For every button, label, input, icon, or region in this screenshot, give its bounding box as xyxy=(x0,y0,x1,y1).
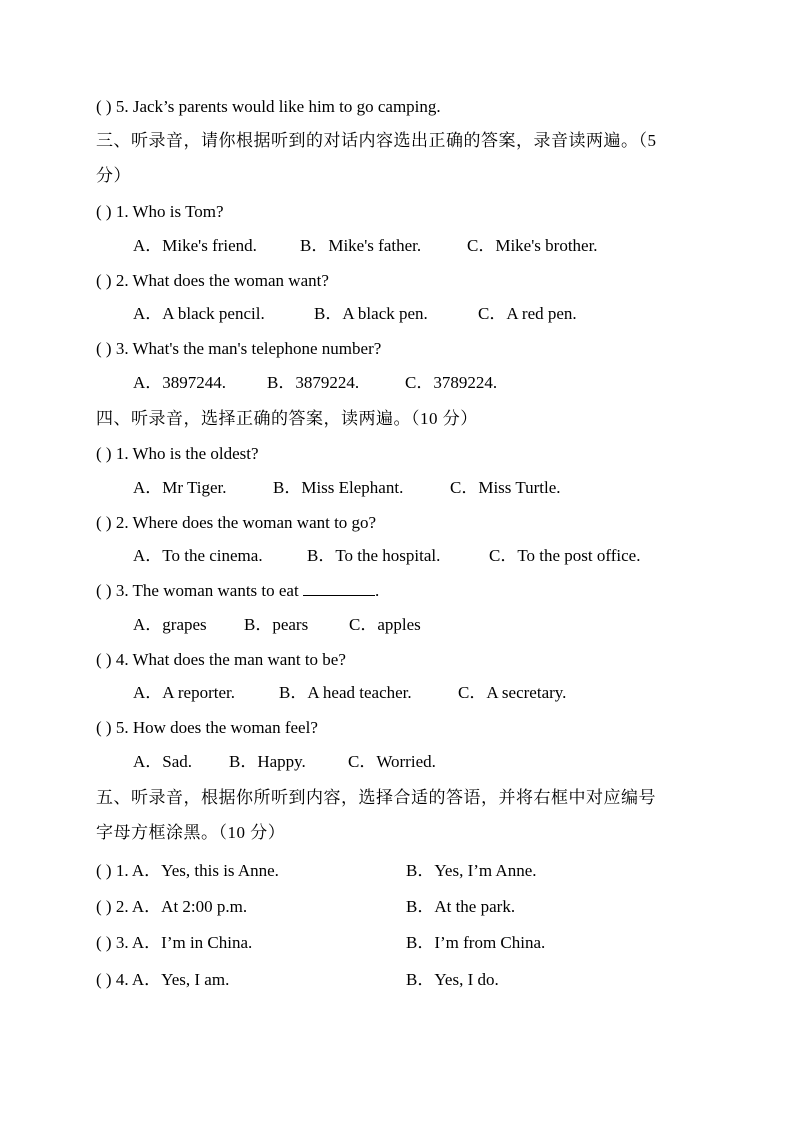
option-b: B．To the hospital. xyxy=(307,546,441,565)
option-b: B．Mike's father. xyxy=(300,236,422,255)
question-line: ( ) 1. Who is the oldest? xyxy=(96,444,259,463)
option-b: B．3879224. xyxy=(267,373,360,392)
option-c: C．Miss Turtle. xyxy=(450,478,561,497)
question-line: ( ) 1. Who is Tom? xyxy=(96,202,224,221)
option-c: C．Mike's brother. xyxy=(467,236,598,255)
option-b: B．A head teacher. xyxy=(279,683,412,702)
question-line xyxy=(96,581,379,601)
option-c: C．A red pen. xyxy=(478,304,577,323)
option-a: A．Sad. xyxy=(133,752,193,771)
option-a: A．To the cinema. xyxy=(133,546,263,565)
section-heading-cont: 字母方框涂黑。（10 分） xyxy=(96,823,286,842)
option-b: B．A black pen. xyxy=(314,304,428,323)
section-heading: 五、听录音，根据你所听到内容，选择合适的答语，并将右框中对应编号 xyxy=(96,788,656,807)
question-line: ( ) 2. A．At 2:00 p.m. xyxy=(96,897,248,916)
option-b: B．At the park. xyxy=(406,897,516,916)
option-a: A．3897244. xyxy=(133,373,227,392)
option-b: B．I’m from China. xyxy=(406,933,546,952)
option-b: B．Happy. xyxy=(229,752,306,771)
question-line: ( ) 5. How does the woman feel? xyxy=(96,718,318,737)
section-heading-cont: 分） xyxy=(96,166,131,185)
option-c: C．Worried. xyxy=(348,752,436,771)
question-line: ( ) 3. What's the man's telephone number? xyxy=(96,339,382,358)
option-a: A．A reporter. xyxy=(133,683,235,702)
option-b: B．Miss Elephant. xyxy=(273,478,404,497)
option-b: B．Yes, I do. xyxy=(406,970,499,989)
option-c: C．A secretary. xyxy=(458,683,567,702)
option-c: C．apples xyxy=(349,615,421,634)
option-a: A．Mike's friend. xyxy=(133,236,257,255)
option-a: A．Mr Tiger. xyxy=(133,478,227,497)
question-line: ( ) 2. Where does the woman want to go? xyxy=(96,513,377,532)
question-line: ( ) 1. A．Yes, this is Anne. xyxy=(96,861,279,880)
option-b: B．Yes, I’m Anne. xyxy=(406,861,537,880)
question-line: ( ) 5. Jack’s parents would like him to go camping. xyxy=(96,97,441,116)
question-text: ( ) 3. The woman wants to eat xyxy=(96,581,299,600)
question-line: ( ) 3. A．I’m in China. xyxy=(96,933,253,952)
section-heading: 三、听录音，请你根据听到的对话内容选出正确的答案，录音读两遍。（5 xyxy=(96,131,657,150)
answer-blank xyxy=(303,581,375,596)
question-line: ( ) 2. What does the woman want? xyxy=(96,271,329,290)
option-a: A．A black pencil. xyxy=(133,304,265,323)
option-c: C．To the post office. xyxy=(489,546,641,565)
question-line: ( ) 4. A．Yes, I am. xyxy=(96,970,230,989)
option-a: A．grapes xyxy=(133,615,207,634)
option-b: B．pears xyxy=(244,615,309,634)
section-heading: 四、听录音，选择正确的答案，读两遍。（10 分） xyxy=(96,409,478,428)
option-c: C．3789224. xyxy=(405,373,498,392)
question-end: . xyxy=(374,581,380,600)
question-line: ( ) 4. What does the man want to be? xyxy=(96,650,346,669)
